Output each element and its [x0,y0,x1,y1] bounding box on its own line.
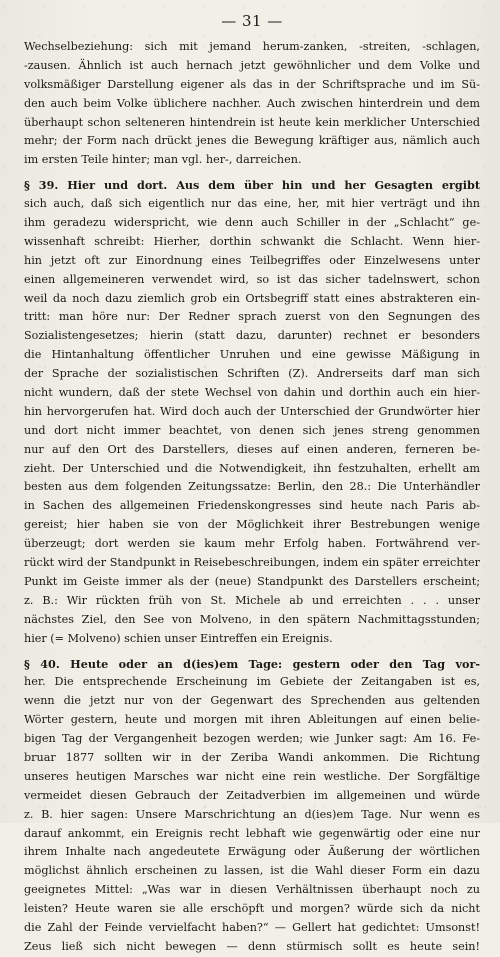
text-line: tritt: man höre nur: Der Redner sprach zuerst von den Segnungen des [24,310,480,324]
text-line: mehr; der Form nach drückt jenes die Bewegung kräftiger aus, nämlich auch [24,134,480,148]
text-line: her. Die entsprechende Erscheinung im Gebiete der Zeitangaben ist es, [24,675,480,689]
text-line: nur auf den Ort des Darstellers, dieses auf einen anderen, ferneren be- [24,442,480,456]
text-line: Sozialistengesetzes; hierin (statt dazu, darunter) rechnet er besonders [24,329,480,343]
text-line: möglichst ähnlich erscheinen zu lassen, ist die Wahl dieser Form ein dazu [24,864,480,878]
text-line: z. B. hier sagen: Unsere Marschrichtung an d(ies)em Tage. Nur wenn es [24,807,480,821]
text-line: der Sprache der sozialistischen Schriften (Z). Andrerseits darf man sich [24,367,480,381]
text-line: Zeus ließ sich nicht bewegen — denn stürmisch sollt es heute sein! [24,939,480,953]
text-line: -zausen. Ähnlich ist auch hernach jetzt gewöhnlicher und dem Volke und [24,58,480,72]
text-line: die Zahl der Feinde vervielfacht haben?“ — Gellert hat gedichtet: Umsonst! [24,920,480,934]
text-line: den auch beim Volke üblichere nachher. Auch zwischen hinterdrein und dem [24,96,480,110]
text-line: überzeugt; dort werden sie kaum mehr Erfolg haben. Fortwährend ver- [24,537,480,551]
text-line: einen allgemeineren verwendet wird, so ist das sicher tadelnswert, schon [24,272,480,286]
text-line: hin hervorgerufen hat. Wird doch auch der Unterschied der Grundwörter hier [24,404,480,418]
text-line: hin jetzt oft zur Einordnung eines Teilbegriffes oder Einzelwesens unter [24,253,480,267]
text-line: geeignetes Mittel: „Was war in diesen Verhältnissen überhaupt noch zu [24,883,480,897]
text-line: nächstes Ziel, den See von Molveno, in den spätern Nachmittagsstunden; [24,612,480,626]
text-line: wenn die jetzt nur von der Gegenwart des Sprechenden aus geltenden [24,694,480,708]
text-line: darauf ankommt, ein Ereignis recht lebhaft wie gegenwärtig oder eine nur [24,826,480,840]
page-text-block [24,38,480,957]
text-line: überhaupt schon selteneren hintendrein ist heute kein merklicher Unterschied [24,115,480,129]
text-line: besten aus dem folgenden Zeitungssatze: Berlin, den 28.: Die Unterhändler [24,480,480,494]
text-line: volksmäßiger Darstellung eigener als das in der Schriftsprache und im Sü- [24,77,480,91]
text-line: Punkt im Geiste immer als der (neue) Standpunkt des Darstellers erscheint; [24,574,480,588]
text-line: § 40. Heute oder an d(ies)em Tage: gestern oder den Tag vor- [24,656,480,671]
page-number: — 31 — [221,12,283,30]
text-line: die Hintanhaltung öffentlicher Unruhen und eine gewisse Mäßigung in [24,348,480,362]
text-line: nicht wundern, daß der stete Wechsel von dahin und dorthin auch ein hier- [24,386,480,400]
text-line: zieht. Der Unterschied und die Notwendigkeit, ihn festzuhalten, erhellt am [24,461,480,475]
text-line: im ersten Teile hinter; man vgl. her-, darreichen. [24,153,302,167]
text-line: Wörter gestern, heute und morgen mit ihren Ableitungen auf einen belie- [24,713,480,727]
text-line: bruar 1877 sollten wir in der Zeriba Wandi ankommen. Die Richtung [24,750,480,764]
text-line: und dort nicht immer beachtet, von denen sich jenes streng genommen [24,423,480,437]
text-line: § 39. Hier und dort. Aus dem über hin und her Gesagten ergibt [24,178,480,193]
text-line: leisten? Heute waren sie alle erschöpft und morgen? würde sich da nicht [24,902,480,916]
text-line: vermeidet diesen Gebrauch der Zeitadverbien im allgemeinen und würde [24,788,480,802]
text-line: Wechselbeziehung: sich mit jemand herum-zanken, -streiten, -schlagen, [24,40,480,53]
text-line: sich auch, daß sich eigentlich nur das eine, her, mit hier verträgt und ihn [24,197,480,211]
text-line: z. B.: Wir rückten früh von St. Michele ab und erreichten . . . unser [24,593,480,607]
text-line: wissenhaft schreibt: Hierher, dorthin schwankt die Schlacht. Wenn hier- [24,234,480,248]
text-line: ihrem Inhalte nach angedeutete Erwägung oder Äußerung der wörtlichen [24,845,480,859]
text-line: gereist; hier haben sie von der Möglichkeit ihrer Bestrebungen wenige [24,518,480,532]
text-line: rückt wird der Standpunkt in Reisebeschreibungen, indem ein später erreichter [24,556,480,570]
text-line: ihm geradezu widerspricht, wie denn auch Schiller in der „Schlacht“ ge- [24,216,480,230]
text-line: unseres heutigen Marsches war nicht eine rein westliche. Der Sorgfältige [24,769,480,783]
text-line: in Sachen des allgemeinen Friedenskongresses sind heute nach Paris ab- [24,499,480,513]
text-line: bigen Tag der Vergangenheit bezogen werden; wie Junker sagt: Am 16. Fe- [24,732,480,746]
text-line: hier (= Molveno) schien unser Eintreffen ein Ereignis. [24,631,333,645]
text-line: weil da noch dazu ziemlich grob ein Ortsbegriff statt eines abstrakteren ein- [24,291,480,305]
